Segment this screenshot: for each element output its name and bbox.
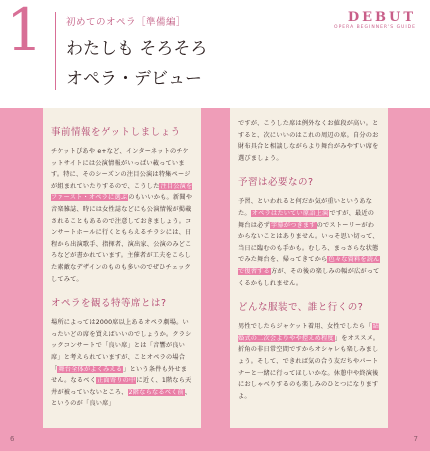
- text-run: 」をオススメ。折角の非日常空間ですからオシャレも楽しみましょう。そして、できれば気の合う友だちやパートナーと一緒に行ってほしいかな。休憩中や終演後におしゃべりするのも楽しみのひとつになりますよ。: [238, 334, 380, 400]
- page-header: [0, 0, 430, 108]
- text-run: ですが、こうした席は例外なくお値段が高い。とすると、次にいいのはこれの周辺の席。自分のお財布具合と相談しながらより舞台がみやすい席を選びましょう。: [238, 120, 379, 162]
- highlighted-phrase: 字幕がつきます: [270, 221, 316, 229]
- header-divider: [55, 12, 56, 90]
- paragraph-seats-cont: [238, 118, 380, 164]
- logo-text: DEBUT: [347, 10, 416, 25]
- page-number-right: 7: [413, 435, 418, 443]
- right-column: [230, 108, 388, 428]
- paragraph-seats: [51, 317, 193, 410]
- text-run: のもいいかも。新聞や音楽雑誌、時には女性誌などにも公演情報が掲載されることもあるので注意しておきましょう。コンサートホールに行くともらえるチラシには、日程から出演歌手、指揮者、演出家、公演のみどころなどが書かれています。主催者が工夫をこらした素敵なデザインのものも多いのでぜひチェックしてみて。: [51, 194, 193, 283]
- highlighted-phrase: 2階ならなるべく前: [128, 388, 184, 396]
- text-run: 、というのが「良い席」: [51, 388, 192, 408]
- paragraph-preview: [238, 196, 380, 289]
- paragraph-info: [51, 146, 193, 285]
- section-heading-info: 事前情報をゲットしましょう: [51, 127, 181, 138]
- highlighted-phrase: オペラはたいてい原語上演: [251, 209, 329, 217]
- highlighted-phrase: 注目公演をファースト・オペラに選ぶ: [51, 182, 193, 202]
- text-run: 男性でしたらジャケット着用、女性でしたら「: [238, 323, 372, 331]
- highlighted-phrase: 舞台全体がよくみえる: [58, 365, 123, 373]
- content-area: [0, 108, 430, 451]
- highlighted-phrase: 色々な資料を読んで復習する: [238, 256, 380, 275]
- section-heading-preview: 予習は必要なの?: [238, 177, 314, 189]
- text-run: 方が、その後の楽しみの幅が広がってくるかもしれません。: [238, 267, 380, 287]
- text-run: に近く、1階なら天井が被っていないところ、: [51, 377, 192, 396]
- page-title-line1: わたしも そろそろ: [66, 39, 208, 59]
- logo-subtitle: OPERA BEGINNER'S GUIDE: [334, 25, 416, 30]
- chapter-number: 1: [6, 0, 43, 64]
- text-run: 場所によっては2000席以上あるオペラ劇場。いったいどの席を買えばいいのでしょうか。クラシックコンサートで「良い席」とは「音響が良い席」と考えられていますが、ことオペラの場合「: [51, 319, 192, 373]
- page-title-line2: オペラ・デビュー: [66, 69, 202, 89]
- highlighted-phrase: 結婚式の二次会よりやや控えめ程度: [238, 323, 380, 342]
- magazine-logo: [334, 10, 416, 30]
- left-column: [43, 108, 201, 428]
- text-run: ですが、最近の舞台は必ず: [238, 209, 375, 229]
- section-heading-dress: どんな服装で、誰と行くの?: [238, 302, 364, 314]
- text-run: チケットぴあや e+など、インターネットのチケットサイトには公演情報がいっぱい載っています。特に、そのシーズンの注目公演は特集ページが組まれていたりするので、こうした: [51, 148, 191, 190]
- section-heading-seats: オペラを観る特等席とは?: [51, 298, 167, 310]
- series-label: 初めてのオペラ［準備編］: [66, 17, 187, 28]
- text-run: のでストーリーがわからないことはありません。いっそ思い切って、当日に臨むのも手かも。むしろ、まっさらな状態でみた舞台を、帰ってきてから: [238, 221, 379, 264]
- page-number-left: 6: [10, 435, 15, 443]
- highlighted-phrase: 正面寄りの中: [97, 377, 136, 385]
- text-run: 予習、といわれると何だか気が重いというあなた。: [238, 198, 373, 217]
- text-run: 」という条件も外せません。なるべく: [51, 365, 188, 385]
- paragraph-dress: [238, 321, 380, 402]
